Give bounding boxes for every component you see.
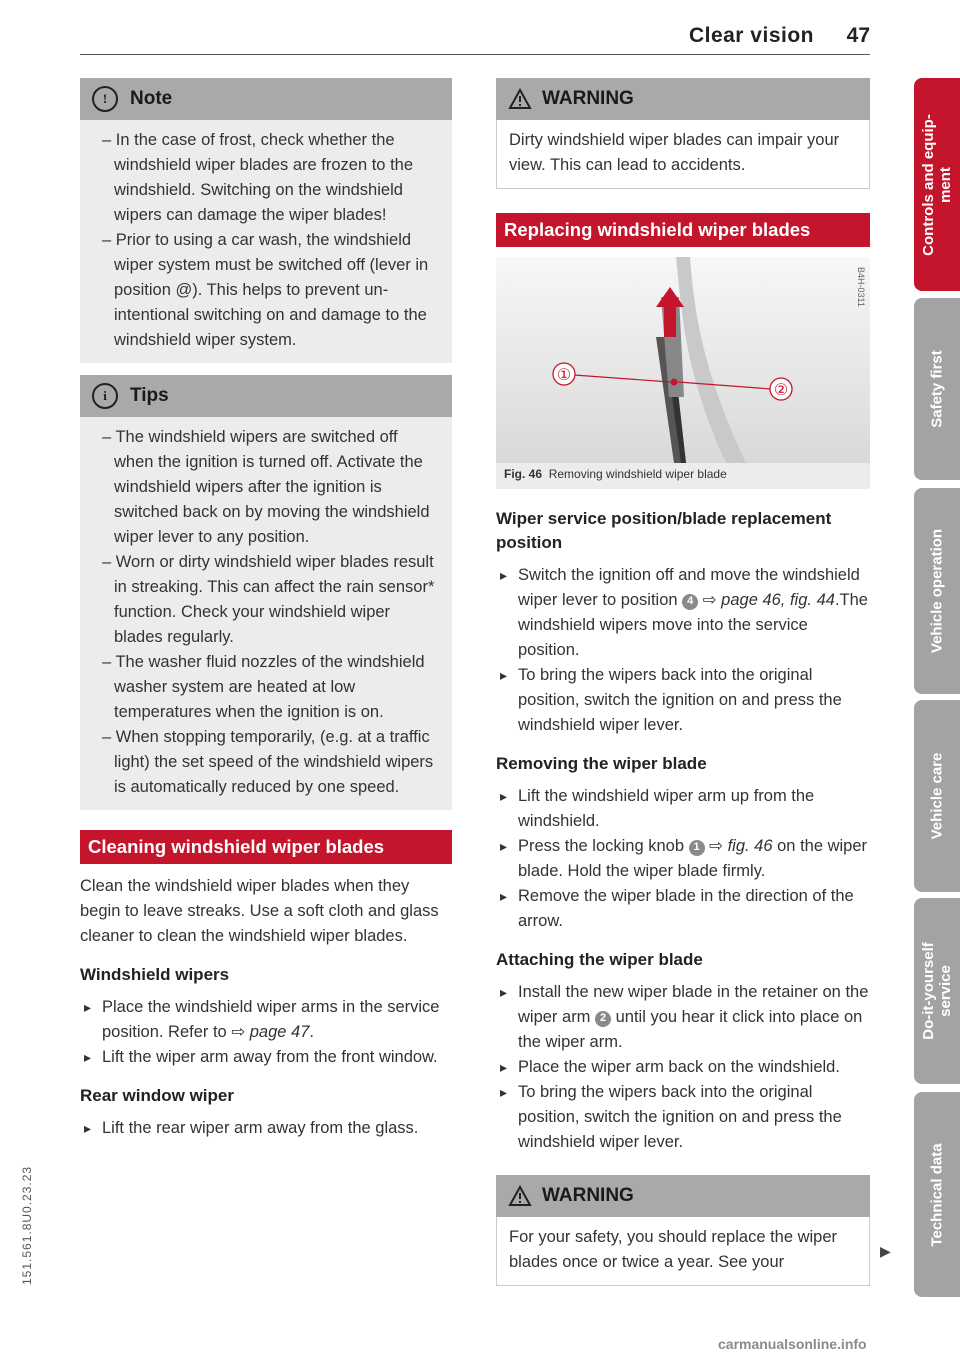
step-item: ▸ Lift the rear wiper arm away from the glass. bbox=[80, 1116, 452, 1141]
page-header bbox=[80, 22, 870, 55]
sidebar-tab-controls[interactable] bbox=[914, 78, 960, 291]
sidebar-tab-label: Do-it-yourself service bbox=[920, 942, 954, 1040]
replacing-section-heading: Replacing windshield wiper blades bbox=[496, 213, 870, 247]
warning-title: WARNING bbox=[542, 1185, 634, 1206]
step-item: ▸ Lift the windshield wiper arm up from the windshield. bbox=[496, 784, 870, 834]
step-item: ▸ Lift the wiper arm away from the front window. bbox=[80, 1045, 452, 1070]
removing-heading: Removing the wiper blade bbox=[496, 754, 707, 773]
step-item: ▸ Remove the wiper blade in the direction of the arrow. bbox=[496, 884, 870, 934]
figure-callout-1: ① bbox=[556, 367, 572, 384]
figure-caption bbox=[496, 463, 870, 489]
step-item: ▸ Switch the ignition off and move the windshield wiper lever to position 4 ⇨ page 46, fig. 44.The windshield wipers move into the service position. bbox=[496, 563, 870, 663]
attaching-heading: Attaching the wiper blade bbox=[496, 950, 703, 969]
attaching-steps bbox=[496, 980, 870, 1155]
warning-title: WARNING bbox=[542, 88, 634, 109]
exclamation-circle-icon: ! bbox=[92, 86, 118, 112]
note-list bbox=[92, 128, 440, 353]
service-steps bbox=[496, 563, 870, 738]
note-box-header bbox=[80, 78, 452, 120]
step-item: ▸ Place the wiper arm back on the windshield. bbox=[496, 1055, 870, 1080]
section-title: Clear vision bbox=[688, 24, 814, 47]
sidebar-tab-label: Controls and equip- ment bbox=[920, 113, 954, 256]
cleaning-intro: Clean the windshield wiper blades when they begin to leave streaks. Use a soft cloth and glass cleaner to clean the windshield wiper blades. bbox=[80, 877, 439, 945]
tips-item: – The washer fluid nozzles of the windshield washer system are heated at low temperatures when the ignition is on. bbox=[102, 653, 425, 721]
continue-arrow-icon: ▶ bbox=[880, 1243, 891, 1259]
tips-item: – The windshield wipers are switched off when the ignition is turned off. Activate the windshield wipers after the ignition is switched back on by moving the windshield wiper lever to any position. bbox=[102, 428, 430, 546]
rear-steps bbox=[80, 1116, 452, 1141]
tips-box bbox=[80, 375, 452, 810]
document-code: 151.561.8U0.23.23 bbox=[20, 1165, 34, 1285]
page-number: 47 bbox=[846, 24, 870, 47]
position-4-badge: 4 bbox=[682, 594, 698, 610]
removing-steps bbox=[496, 784, 870, 934]
figure-reference-link[interactable]: ⇨ fig. 46 bbox=[704, 837, 773, 855]
info-circle-icon: i bbox=[92, 383, 118, 409]
windshield-wipers-heading: Windshield wipers bbox=[80, 965, 230, 984]
step-item: ▸ Place the windshield wiper arms in the service position. Refer to ⇨ page 47. bbox=[80, 995, 452, 1045]
callout-2-badge: 2 bbox=[595, 1011, 611, 1027]
note-item: – In the case of frost, check whether the windshield wiper blades are frozen to the windshield. Switching on the windshield wipers can damage the wiper blades! bbox=[102, 131, 414, 224]
step-item: ▸ To bring the wipers back into the original position, switch the ignition on and press the windshield wiper lever. bbox=[496, 1080, 870, 1155]
tips-item: – When stopping temporarily, (e.g. at a traffic light) the set speed of the windshield wipers is automatically reduced by one speed. bbox=[102, 728, 434, 796]
warning-triangle-icon bbox=[508, 1185, 532, 1207]
figure-code: B4H-0311 bbox=[856, 267, 866, 307]
service-position-heading: Wiper service position/blade replacement position bbox=[496, 509, 832, 552]
step-item: ▸ Press the locking knob 1 ⇨ fig. 46 on the wiper blade. Hold the wiper blade firmly. bbox=[496, 834, 870, 884]
figure-caption-label: Fig. 46 bbox=[504, 467, 543, 481]
sidebar-tab-label: Vehicle care bbox=[928, 752, 946, 840]
figure-callout-2: ② bbox=[773, 382, 789, 399]
page-reference-link[interactable]: ⇨ page 46, fig. 44 bbox=[698, 591, 835, 609]
cleaning-section-heading: Cleaning windshield wiper blades bbox=[80, 830, 452, 864]
warning-triangle-icon bbox=[508, 88, 532, 110]
rear-window-wiper-heading: Rear window wiper bbox=[80, 1086, 234, 1105]
page-reference-link[interactable]: ⇨ page 47 bbox=[231, 1023, 310, 1041]
figure-46 bbox=[496, 257, 870, 489]
sidebar-tab-vehicle-operation[interactable] bbox=[914, 488, 960, 694]
sidebar-tab-label: Technical data bbox=[928, 1142, 946, 1247]
warning-box-header bbox=[496, 78, 870, 120]
step-item: ▸ Install the new wiper blade in the retainer on the wiper arm 2 until you hear it click into place on the wiper arm. bbox=[496, 980, 870, 1055]
step-item: ▸ To bring the wipers back into the original position, switch the ignition on and press the windshield wiper lever. bbox=[496, 663, 870, 738]
wiper-blade-illustration bbox=[496, 257, 870, 463]
callout-1-badge: 1 bbox=[689, 840, 705, 856]
warning-box-2 bbox=[496, 1175, 870, 1286]
note-box-body bbox=[80, 120, 452, 363]
sidebar-tab-label: Safety first bbox=[928, 350, 946, 428]
warning-box-body: For your safety, you should replace the wiper blades once or twice a year. See your bbox=[496, 1217, 870, 1286]
tips-title: Tips bbox=[130, 385, 169, 406]
note-title: Note bbox=[130, 88, 173, 109]
tips-list bbox=[92, 425, 440, 800]
windshield-steps bbox=[80, 995, 452, 1070]
sidebar-tab-label: Vehicle operation bbox=[928, 528, 946, 654]
warning-box-body: Dirty windshield wiper blades can impair your view. This can lead to accidents. bbox=[496, 120, 870, 189]
note-box bbox=[80, 78, 452, 363]
note-item: – Prior to using a car wash, the windshield wiper system must be switched off (lever in position @). This helps to prevent unintentional switching on and damage to the windshield wiper system. bbox=[102, 231, 429, 349]
watermark: carmanualsonline.info bbox=[718, 1336, 867, 1352]
tips-box-header bbox=[80, 375, 452, 417]
sidebar-tab-safety[interactable] bbox=[914, 298, 960, 480]
warning-box-header bbox=[496, 1175, 870, 1217]
warning-box-1 bbox=[496, 78, 870, 189]
left-column bbox=[80, 78, 452, 1141]
tips-box-body bbox=[80, 417, 452, 810]
sidebar-tab-do-it-yourself[interactable] bbox=[914, 898, 960, 1084]
tips-item: – Worn or dirty windshield wiper blades result in streaking. This can affect the rain sensor* function. Check your windshield wiper blades regularly. bbox=[102, 553, 435, 646]
right-column bbox=[496, 78, 870, 1286]
figure-caption-text: Removing windshield wiper blade bbox=[548, 467, 727, 481]
sidebar-tab-vehicle-care[interactable] bbox=[914, 700, 960, 892]
sidebar-tab-technical-data[interactable] bbox=[914, 1092, 960, 1297]
